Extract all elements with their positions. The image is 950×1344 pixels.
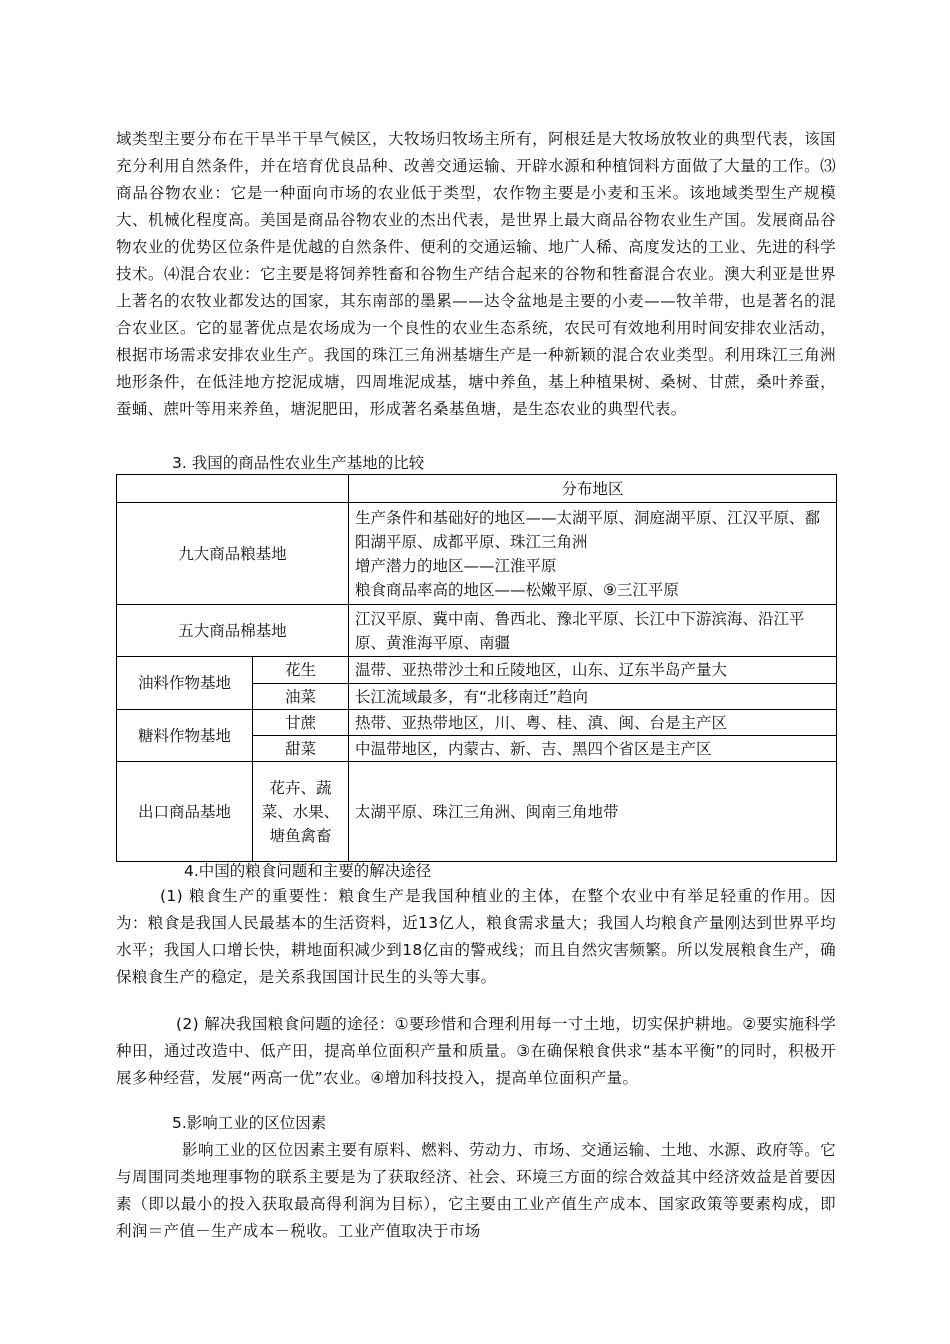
table-row-grain: [117, 503, 837, 605]
table-header-row: [117, 475, 837, 503]
section-4-heading: 4.中国的粮食问题和主要的解决途径: [184, 862, 432, 880]
rapeseed-areas: 长江流域最多，有“北移南迁”趋向: [349, 684, 837, 710]
table-row-cotton: [117, 605, 837, 657]
table-row-export: [117, 762, 837, 862]
oil-base-label: 油料作物基地: [117, 657, 253, 710]
sugarcane-areas: 热带、亚热带地区，川、粤、桂、滇、闽、台是主产区: [349, 710, 837, 736]
grain-base-areas: [349, 503, 837, 605]
grain-areas-line-3: 粮食商品率高的地区——松嫩平原、⑨三江平原: [355, 580, 679, 599]
peanut-areas: 温带、亚热带沙土和丘陵地区，山东、辽东半岛产量大: [349, 657, 837, 684]
grain-base-label: 九大商品粮基地: [117, 503, 349, 605]
sugarcane-label: 甘蔗: [253, 710, 349, 736]
table-row-peanut: [117, 657, 837, 684]
export-areas: 太湖平原、珠江三角洲、闽南三角地带: [349, 762, 837, 862]
sugar-base-label: 糖料作物基地: [117, 710, 253, 762]
grain-areas-line-2: 增产潜力的地区——江淮平原: [355, 556, 557, 575]
rapeseed-label: 油菜: [253, 684, 349, 710]
section-5-heading: 5.影响工业的区位因素: [172, 1114, 327, 1132]
section-4-paragraph-2: (2) 解决我国粮食问题的途径：①要珍惜和合理利用每一寸土地，切实保护耕地。②要实施科学种田，通过改造中、低产田，提高单位面积产量和质量。③在确保粮食供求“基本平衡”的同时，积极开展多种经营，发展“两高一优”农业。④增加科技投入，提高单位面积产量。: [116, 1015, 836, 1087]
cotton-base-label: 五大商品棉基地: [117, 605, 349, 657]
table-row-sugarcane: [117, 710, 837, 736]
section-4-paragraph-1: (1) 粮食生产的重要性：粮食生产是我国种植业的主体，在整个农业中有举足轻重的作用。因为：粮食是我国人民最基本的生活资料，近13亿人，粮食需求量大；我国人均粮食产量刚达到世界平均水平；我国人口增长快，耕地面积减少到18亿亩的警戒线；而且自然灾害频繁。所以发展粮食生产，确保粮食生产的稳定，是关系我国国计民生的头等大事。: [116, 887, 836, 986]
agriculture-types-paragraph: 域类型主要分布在干旱半干旱气候区，大牧场归牧场主所有，阿根廷是大牧场放牧业的典型代表，该国充分利用自然条件，并在培育优良品种、改善交通运输、开辟水源和种植饲料方面做了大量的工作。⑶商品谷物农业：它是一种面向市场的农业低于类型，农作物主要是小麦和玉米。该地域类型生产规模大、机械化程度高。美国是商品谷物农业的杰出代表，是世界上最大商品谷物农业生产国。发展商品谷物农业的优势区位条件是优越的自然条件、便利的交通运输、地广人稀、高度发达的工业、先进的科学技术。⑷混合农业：它主要是将饲养牲畜和谷物生产结合起来的谷物和牲畜混合农业。澳大利亚是世界上著名的农牧业都发达的国家，其东南部的墨累——达令盆地是主要的小麦——牧羊带，也是著名的混合农业区。它的显著优点是农场成为一个良性的农业生态系统，农民可有效地利用时间安排农业活动，根据市场需求安排农业生产。我国的珠江三角洲基塘生产是一种新颖的混合农业类型。利用珠江三角洲地形条件，在低洼地方挖泥成塘，四周堆泥成基，塘中养鱼，基上种植果树、桑树、甘蔗，桑叶养蚕，蚕蛹、蔗叶等用来养鱼，塘泥肥田，形成著名桑基鱼塘，是生态农业的典型代表。: [116, 130, 836, 418]
grain-areas-line-1: 生产条件和基础好的地区——太湖平原、洞庭湖平原、江汉平原、鄱阳湖平原、成都平原、珠江三角洲: [355, 508, 821, 551]
section-3-heading: 3. 我国的商品性农业生产基地的比较: [172, 454, 425, 472]
peanut-label: 花生: [253, 657, 349, 684]
export-base-label: 出口商品基地: [117, 762, 253, 862]
header-empty-cell: [117, 475, 349, 503]
beet-label: 甜菜: [253, 736, 349, 762]
export-items: 花卉、蔬菜、水果、塘鱼禽畜: [253, 762, 349, 862]
cotton-base-areas: 江汉平原、冀中南、鲁西北、豫北平原、长江中下游滨海、沿江平原、黄淮海平原、南疆: [349, 605, 837, 657]
header-distribution-cell: 分布地区: [349, 475, 837, 503]
section-5-paragraph-1: 影响工业的区位因素主要有原料、燃料、劳动力、市场、交通运输、土地、水源、政府等。它与周围同类地理事物的联系主要是为了获取经济、社会、环境三方面的综合效益其中经济效益是首要因素（即以最小的投入获取最高得利润为目标），它主要由工业产值生产成本、国家政策等要素构成，即利润＝产值－生产成本－税收。工业产值取决于市场: [116, 1141, 836, 1240]
commodity-base-table: [116, 474, 837, 862]
beet-areas: 中温带地区，内蒙古、新、吉、黑四个省区是主产区: [349, 736, 837, 762]
